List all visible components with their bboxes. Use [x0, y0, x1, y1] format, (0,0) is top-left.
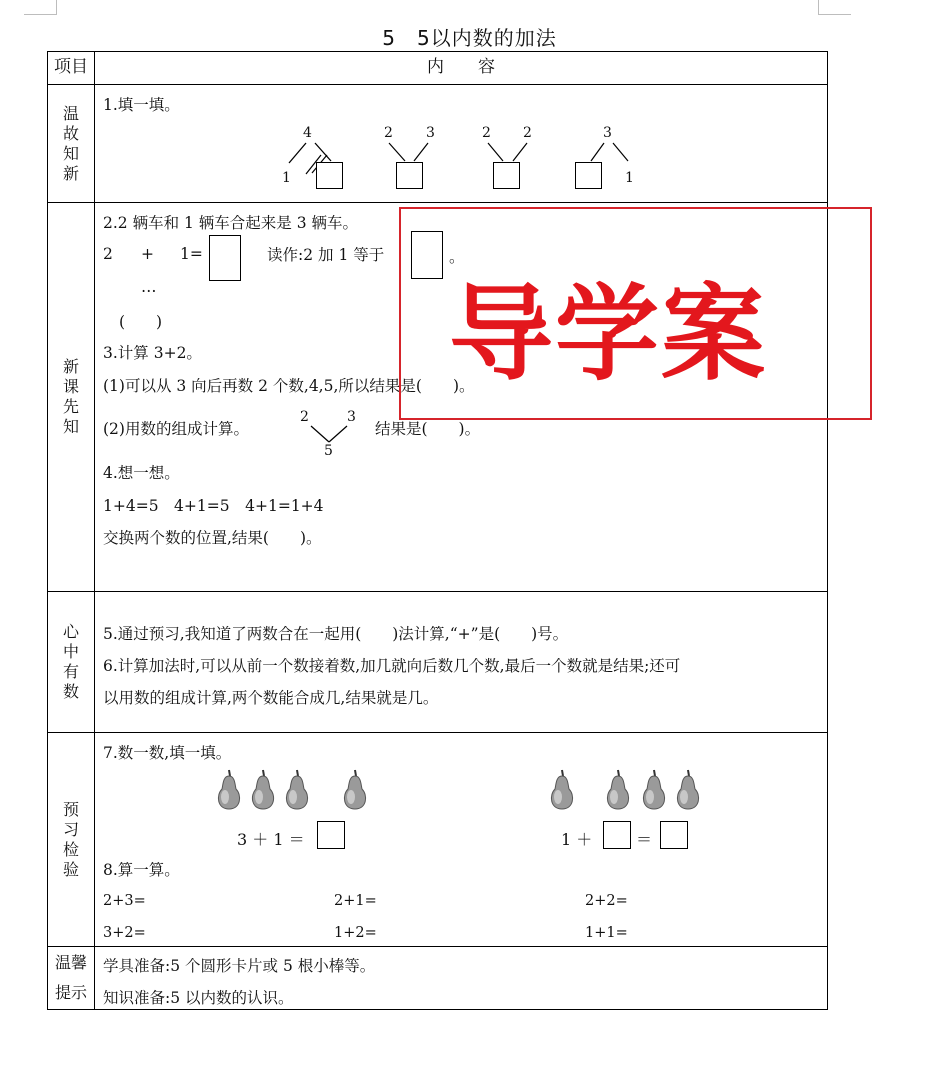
pear-icon [673, 767, 703, 811]
question-6-line-1: 6.计算加法时,可以从前一个数接着数,加几就向后数几个数,最后一个数就是结果;还可 [103, 657, 681, 675]
tip-knowledge: 知识准备:5 以内数的认识。 [103, 989, 294, 1007]
section-review [48, 85, 828, 203]
page-corner-mark [818, 0, 851, 15]
answer-box[interactable] [493, 162, 520, 189]
calc-item: 1+2= [334, 925, 377, 941]
answer-box[interactable] [396, 162, 423, 189]
section-content [95, 947, 828, 1010]
question-7: 7.数一数,填一填。 [103, 744, 232, 762]
page-corner-mark [24, 0, 57, 15]
tip-materials: 学具准备:5 个圆形卡片或 5 根小棒等。 [103, 957, 376, 975]
q2-num-a: 2 [103, 245, 113, 263]
q3-tree-left: 2 [300, 409, 309, 425]
q2-paren: ( ) [119, 313, 163, 331]
question-2: 2.2 辆车和 1 辆车合起来是 3 辆车。 [103, 214, 359, 232]
question-3-2: (2)用数的组成计算。 [103, 420, 249, 438]
pear-icon [603, 767, 633, 811]
question-5: 5.通过预习,我知道了两数合在一起用( )法计算,“+”是( )号。 [103, 625, 569, 643]
question-6-line-2: 以用数的组成计算,两个数能合成几,结果就是几。 [103, 689, 439, 707]
question-8: 8.算一算。 [103, 861, 180, 879]
calc-item: 3+2= [103, 925, 146, 941]
tree3-right: 2 [523, 125, 532, 141]
section-check [48, 733, 828, 947]
section-label: 心 中 有 数 [48, 592, 95, 733]
section-label: 温 故 知 新 [48, 85, 95, 203]
question-3: 3.计算 3+2。 [103, 344, 202, 362]
answer-box[interactable] [603, 821, 631, 849]
tree1-left: 1 [282, 170, 291, 186]
lesson-table [47, 51, 828, 1010]
pear-icon [282, 767, 312, 811]
section-content [95, 733, 828, 947]
tree2-right: 3 [426, 125, 435, 141]
q4-text: 交换两个数的位置,结果( )。 [103, 529, 322, 547]
eq-right-a: 1 ＋ [561, 830, 593, 849]
page-title: 5 5以内数的加法 [382, 26, 557, 50]
answer-box[interactable] [575, 162, 602, 189]
section-content [95, 85, 828, 203]
table-header-row [48, 52, 828, 85]
tree4-right: 1 [625, 170, 634, 186]
answer-box[interactable] [660, 821, 688, 849]
section-label: 预 习 检 验 [48, 733, 95, 947]
watermark-text: 导学案 [449, 273, 768, 395]
q4-equations: 1+4=5 4+1=5 4+1=1+4 [103, 497, 324, 515]
q2-plus: + [141, 245, 154, 263]
q2-read-text: 读作:2 加 1 等于 [267, 246, 385, 264]
tree4-top: 3 [603, 125, 612, 141]
calc-item: 1+1= [585, 925, 628, 941]
tree3-left: 2 [482, 125, 491, 141]
question-4: 4.想一想。 [103, 464, 180, 482]
pear-icon [248, 767, 278, 811]
calc-item: 2+2= [585, 893, 628, 909]
question-3-1: (1)可以从 3 向后再数 2 个数,4,5,所以结果是( )。 [103, 377, 475, 395]
calc-item: 2+1= [334, 893, 377, 909]
answer-box[interactable] [316, 162, 343, 189]
number-trees [95, 85, 828, 202]
pear-icon [214, 767, 244, 811]
section-tips [48, 947, 828, 1010]
tree2-left: 2 [384, 125, 393, 141]
eq-right-b: ＝ [636, 830, 653, 849]
pear-icon [340, 767, 370, 811]
question-1: 1.填一填。 [103, 96, 180, 114]
header-content: 内 容 [95, 52, 828, 85]
section-content [95, 592, 828, 733]
q2-num-b: 1= [180, 245, 203, 263]
section-summary [48, 592, 828, 733]
q3-2-result: 结果是( )。 [375, 420, 481, 438]
eq-left: 3 ＋ 1 ＝ [237, 830, 305, 849]
q3-tree-right: 3 [347, 409, 356, 425]
q2-dots: … [141, 278, 157, 296]
pear-icon [547, 767, 577, 811]
tree1-top: 4 [303, 125, 312, 141]
calc-item: 2+3= [103, 893, 146, 909]
section-label: 温馨 提示 [48, 947, 95, 1010]
pear-icon [639, 767, 669, 811]
section-label: 新 课 先 知 [48, 203, 95, 592]
header-item: 项目 [48, 52, 95, 85]
answer-box[interactable] [317, 821, 345, 849]
q2-end: 。 [449, 248, 465, 266]
q3-tree-bottom: 5 [324, 443, 333, 459]
